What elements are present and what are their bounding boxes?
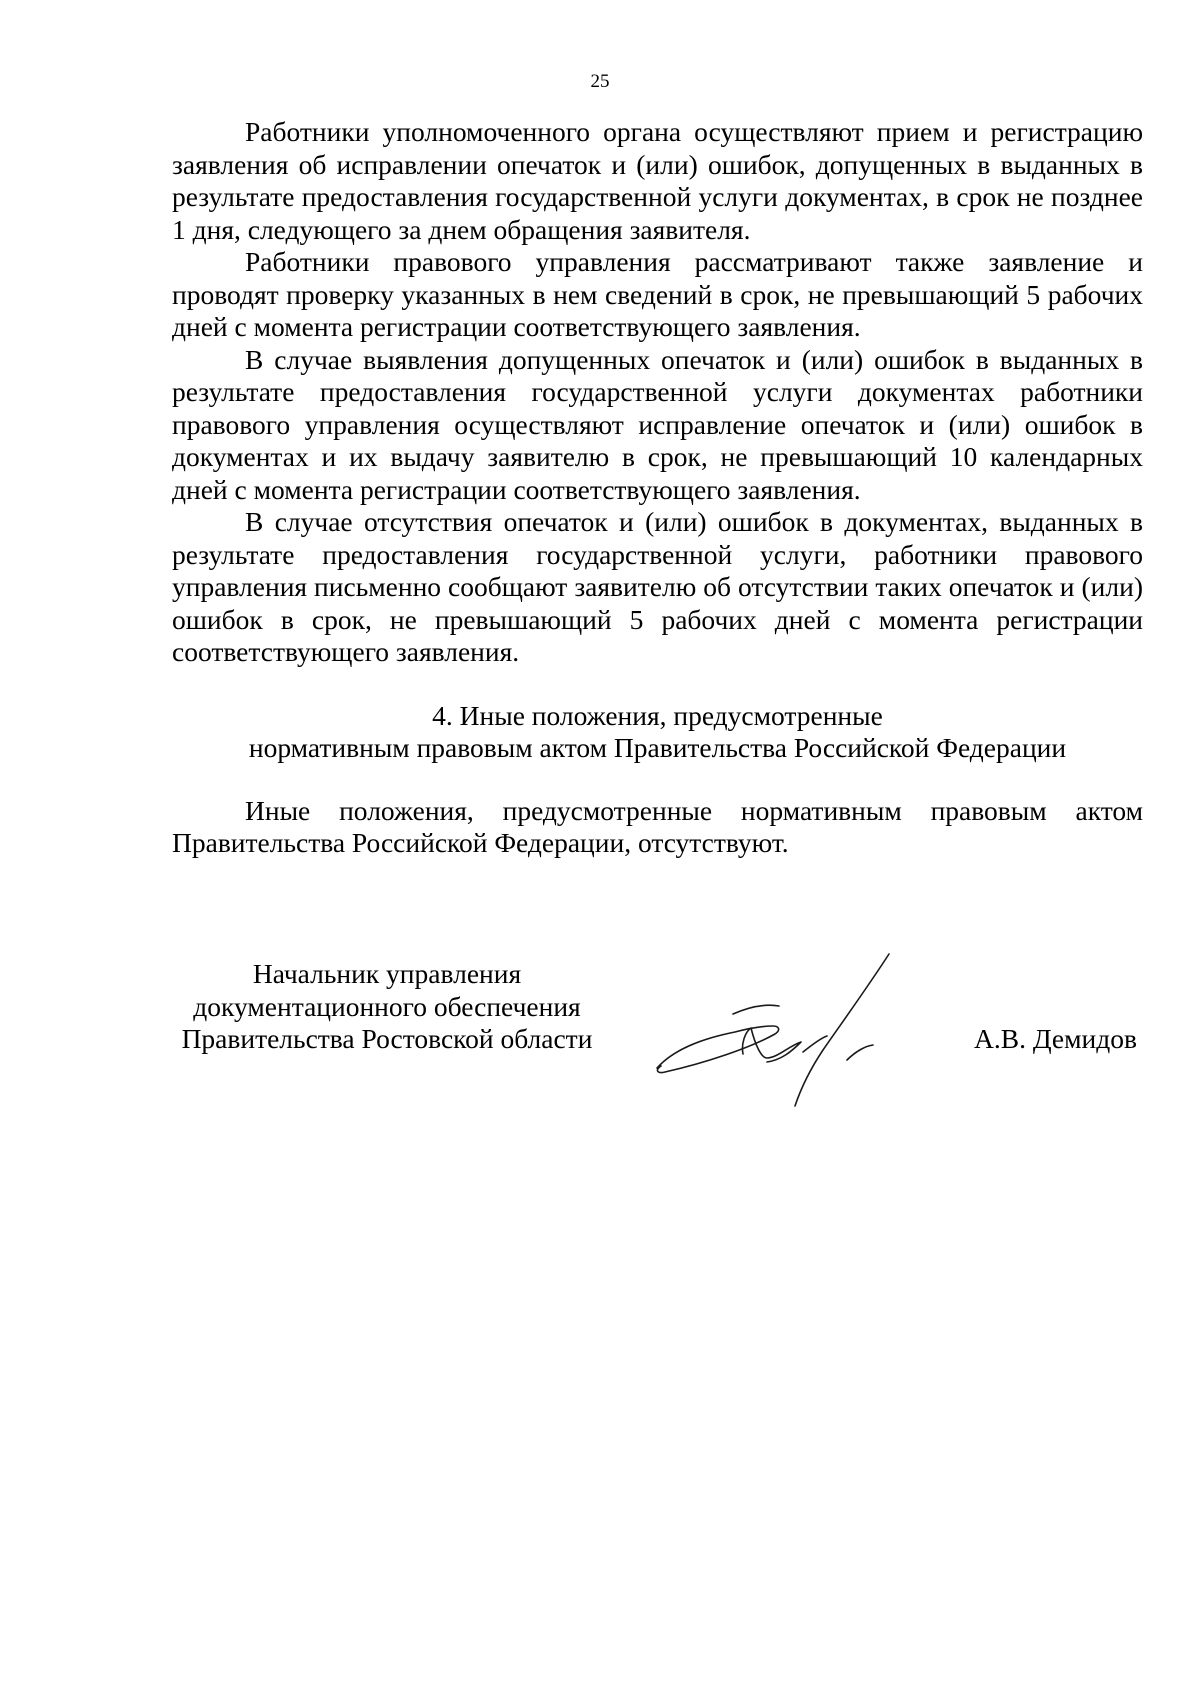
paragraph-correction: В случае выявления допущенных опечаток и (или) ошибок в выданных в результате предоставления государственной услуги документах работники правового управления осуществляют исправление опечаток и (или) ошибок в документах и их выдачу заявителю в срок, не превышающий 10 календарных дней с момента регистрации соответствующего заявления. [172,343,1143,505]
paragraph-review: Работники правового управления рассматривают также заявление и проводят проверку указанных в нем сведений в срок, не превышающий 5 рабочих дней с момента регистрации соответствующего заявления. [172,246,1143,342]
section-heading-line-2: нормативным правовым актом Правительства Российской Федерации [248,732,1067,763]
signatory-position [172,958,602,1056]
page-number: 25 [590,71,610,92]
signatory-position-line-3: Правительства Ростовской области [181,1023,593,1054]
section-heading-line-1: 4. Иные положения, предусмотренные [432,699,883,731]
signatory-position-line-2: документационного обеспечения [193,990,581,1022]
section-body-paragraph: Иные положения, предусмотренные нормативным правовым актом Правительства Российской Федерации, отсутствуют. [172,794,1143,858]
document-body [172,116,1143,860]
paragraph-no-errors: В случае отсутствия опечаток и (или) ошибок в документах, выданных в результате предоставления государственной услуги, работники правового управления письменно сообщают заявителю об отсутствии таких опечаток и (или) ошибок в срок, не превышающий 5 рабочих дней с момента регистрации соответствующего заявления. [172,506,1143,667]
signatory-position-line-1: Начальник управления [252,958,522,989]
section-heading [172,700,1143,765]
paragraph-registration: Работники уполномоченного органа осуществляют прием и регистрацию заявления об исправлении опечаток и (или) ошибок, допущенных в выданных в результате предоставления государственной услуги документах, в срок не позднее 1 дня, следующего за днем обращения заявителя. [172,116,1143,245]
signatory-name: А.В. Демидов [974,1023,1137,1054]
handwritten-signature-icon [655,948,940,1108]
